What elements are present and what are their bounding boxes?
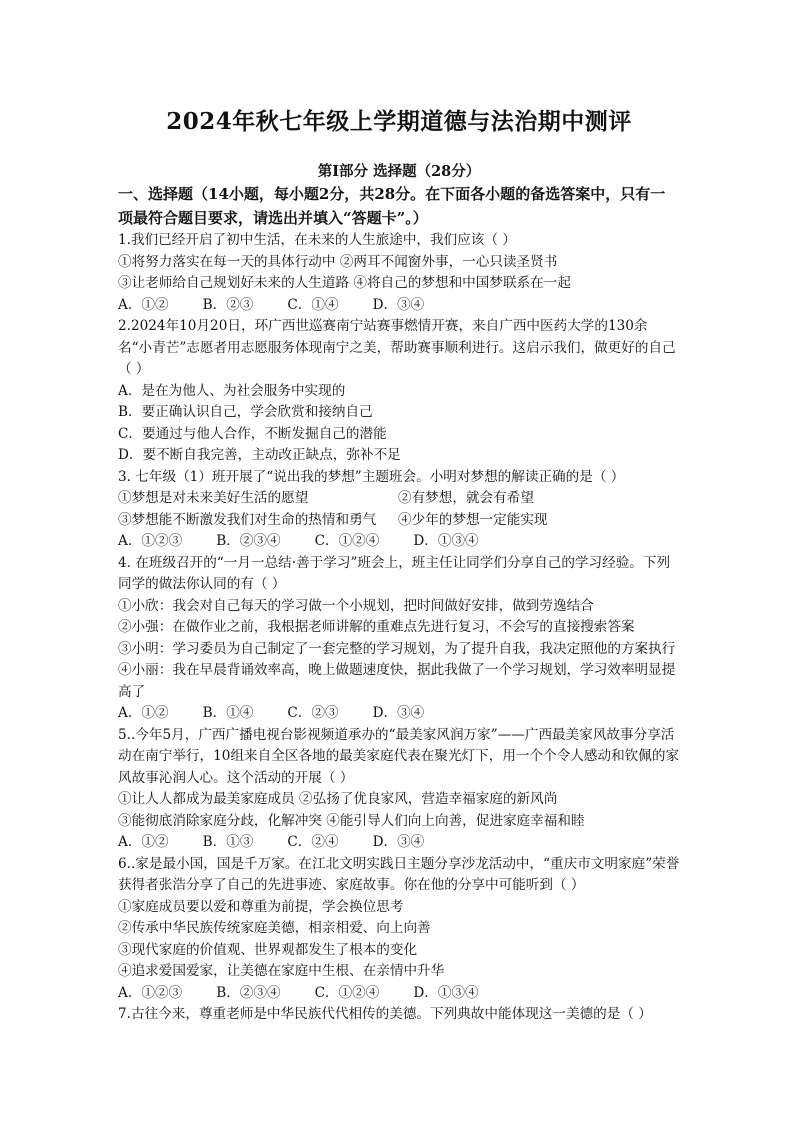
question-6-line: ②传承中华民族传统家庭美德，相亲相爱、向上向善 xyxy=(118,920,431,936)
question-2-option-c: C．要通过与他人合作，不断发掘自己的潜能 xyxy=(118,425,387,442)
question-7-stem: 7.古往今来，尊重老师是中华民族代代相传的美德。下列典故中能体现这一美德的是（ ） xyxy=(118,1006,652,1022)
choice-b: B．②③④ xyxy=(216,533,281,549)
question-6-stem: 6..家是最小国，国是千万家。在江北文明实践日主题分享沙龙活动中，“重庆市文明家庭”荣誉获得者张浩分享了自己的先进事迹、家庭故事。你在他的分享中可能听到（ ） xyxy=(118,855,680,893)
statement-4: ④少年的梦想一定能实现 xyxy=(398,511,548,528)
section-title: 一、选择题（14小题，每小题2分，共28分。在下面各小题的备选答案中，只有一项最符合题目要求，请选出并填入“答题卡”。） xyxy=(118,185,666,227)
choice-d: D．③④ xyxy=(372,296,425,313)
choice-a: A．①② xyxy=(118,705,169,721)
question-5-choices xyxy=(118,832,680,854)
part-title: 第I部分 选择题（28分） xyxy=(317,163,481,180)
question-3-choices xyxy=(118,531,680,553)
question-4-line: ②小强：在做作业之前，我根据老师讲解的重难点先进行复习，不会写的直接搜索答案 xyxy=(118,619,635,635)
question-5-line: ③能彻底消除家庭分歧，化解冲突 ④能引导人们向上向善，促进家庭幸福和睦 xyxy=(118,812,585,829)
choice-d: D．①③④ xyxy=(413,984,479,1001)
question-4-choices xyxy=(118,703,680,725)
question-2-option-a: A．是在为他人、为社会服务中实现的 xyxy=(118,382,346,399)
question-1-choices xyxy=(118,295,680,317)
choice-b: B．①③ xyxy=(202,834,254,850)
question-2-stem: 2.2024年10月20日，环广西世巡赛南宁站赛事燃情开赛，来自广西中医药大学的130余名“小青芒”志愿者用志愿服务体现南宁之美，帮助赛事顺利进行。这启示我们，做更好的自己（ ） xyxy=(118,318,676,377)
question-3-line xyxy=(118,488,680,510)
question-3-stem: 3. 七年级（1）班开展了“说出我的梦想”主题班会。小明对梦想的解读正确的是（ ） xyxy=(118,468,625,485)
choice-a: A．①②③ xyxy=(118,984,183,1001)
question-4-line: ①小欣：我会对自己每天的学习做一个小规划，把时间做好安排，做到劳逸结合 xyxy=(118,597,594,614)
question-5-line: ①让人人都成为最美家庭成员 ②弘扬了优良家风，营造幸福家庭的新风尚 xyxy=(118,791,558,807)
choice-b: B．②③ xyxy=(202,296,254,313)
question-3-line xyxy=(118,510,680,532)
question-2-option-d: D．要不断自我完善，主动改正缺点，弥补不足 xyxy=(118,447,401,463)
choice-c: C．②④ xyxy=(287,834,339,850)
choice-c: C．①②④ xyxy=(314,984,380,1001)
question-1-line: ③让老师给自己规划好未来的人生道路 ④将自己的梦想和中国梦联系在一起 xyxy=(118,275,571,291)
exam-title: 2024年秋七年级上学期道德与法治期中测评 xyxy=(166,108,632,135)
statement-1: ①梦想是对未来美好生活的愿望 xyxy=(118,490,309,506)
choice-d: D．③④ xyxy=(372,705,425,721)
question-6-line: ①家庭成员要以爱和尊重为前提，学会换位思考 xyxy=(118,898,404,915)
question-4-stem: 4. 在班级召开的“一月一总结·善于学习”班会上，班主任让同学们分享自己的学习经验。下列同学的做法你认同的有（ ） xyxy=(118,554,671,592)
question-6-choices xyxy=(118,983,680,1005)
choice-c: C．①④ xyxy=(287,296,339,313)
choice-b: B．②③④ xyxy=(216,984,281,1001)
exam-body xyxy=(118,182,680,1026)
choice-d: D．③④ xyxy=(372,834,425,850)
question-6-line: ④追求爱国爱家，让美德在家庭中生根、在亲情中升华 xyxy=(118,963,445,979)
question-6-line: ③现代家庭的价值观、世界观都发生了根本的变化 xyxy=(118,941,418,958)
choice-a: A．①② xyxy=(118,296,169,313)
question-4-line: ④小丽：我在早晨背诵效率高，晚上做题速度快，据此我做了一个学习规划，学习效率明显提高了 xyxy=(118,662,676,700)
choice-c: C．②③ xyxy=(287,705,339,721)
choice-a: A．①② xyxy=(118,834,169,850)
question-5-stem: 5..今年5月，广西广播电视台影视频道承办的“最美家风润万家”——广西最美家风故事分享活动在南宁举行，10组来自全区各地的最美家庭代表在聚光灯下，用一个个令人感动和钦佩的家风故事沁润人心。这个活动的开展（ ） xyxy=(118,726,680,786)
statement-3: ③梦想能不断激发我们对生命的热情和勇气 xyxy=(118,511,377,528)
question-2-option-b: B．要正确认识自己，学会欣赏和接纳自己 xyxy=(118,404,373,420)
statement-2: ②有梦想，就会有希望 xyxy=(398,490,534,506)
choice-c: C．①②④ xyxy=(314,533,380,549)
choice-d: D．①③④ xyxy=(413,533,479,549)
question-1-stem: 1.我们已经开启了初中生活，在未来的人生旅途中，我们应该（ ） xyxy=(118,232,516,248)
question-1-line: ①将努力落实在每一天的具体行动中 ②两耳不闻窗外事，一心只读圣贤书 xyxy=(118,253,558,270)
choice-a: A．①②③ xyxy=(118,533,183,549)
choice-b: B．①④ xyxy=(202,705,254,721)
question-4-line: ③小明：学习委员为自己制定了一套完整的学习规划，为了提升自我，我决定照他的方案执行 xyxy=(118,640,676,657)
